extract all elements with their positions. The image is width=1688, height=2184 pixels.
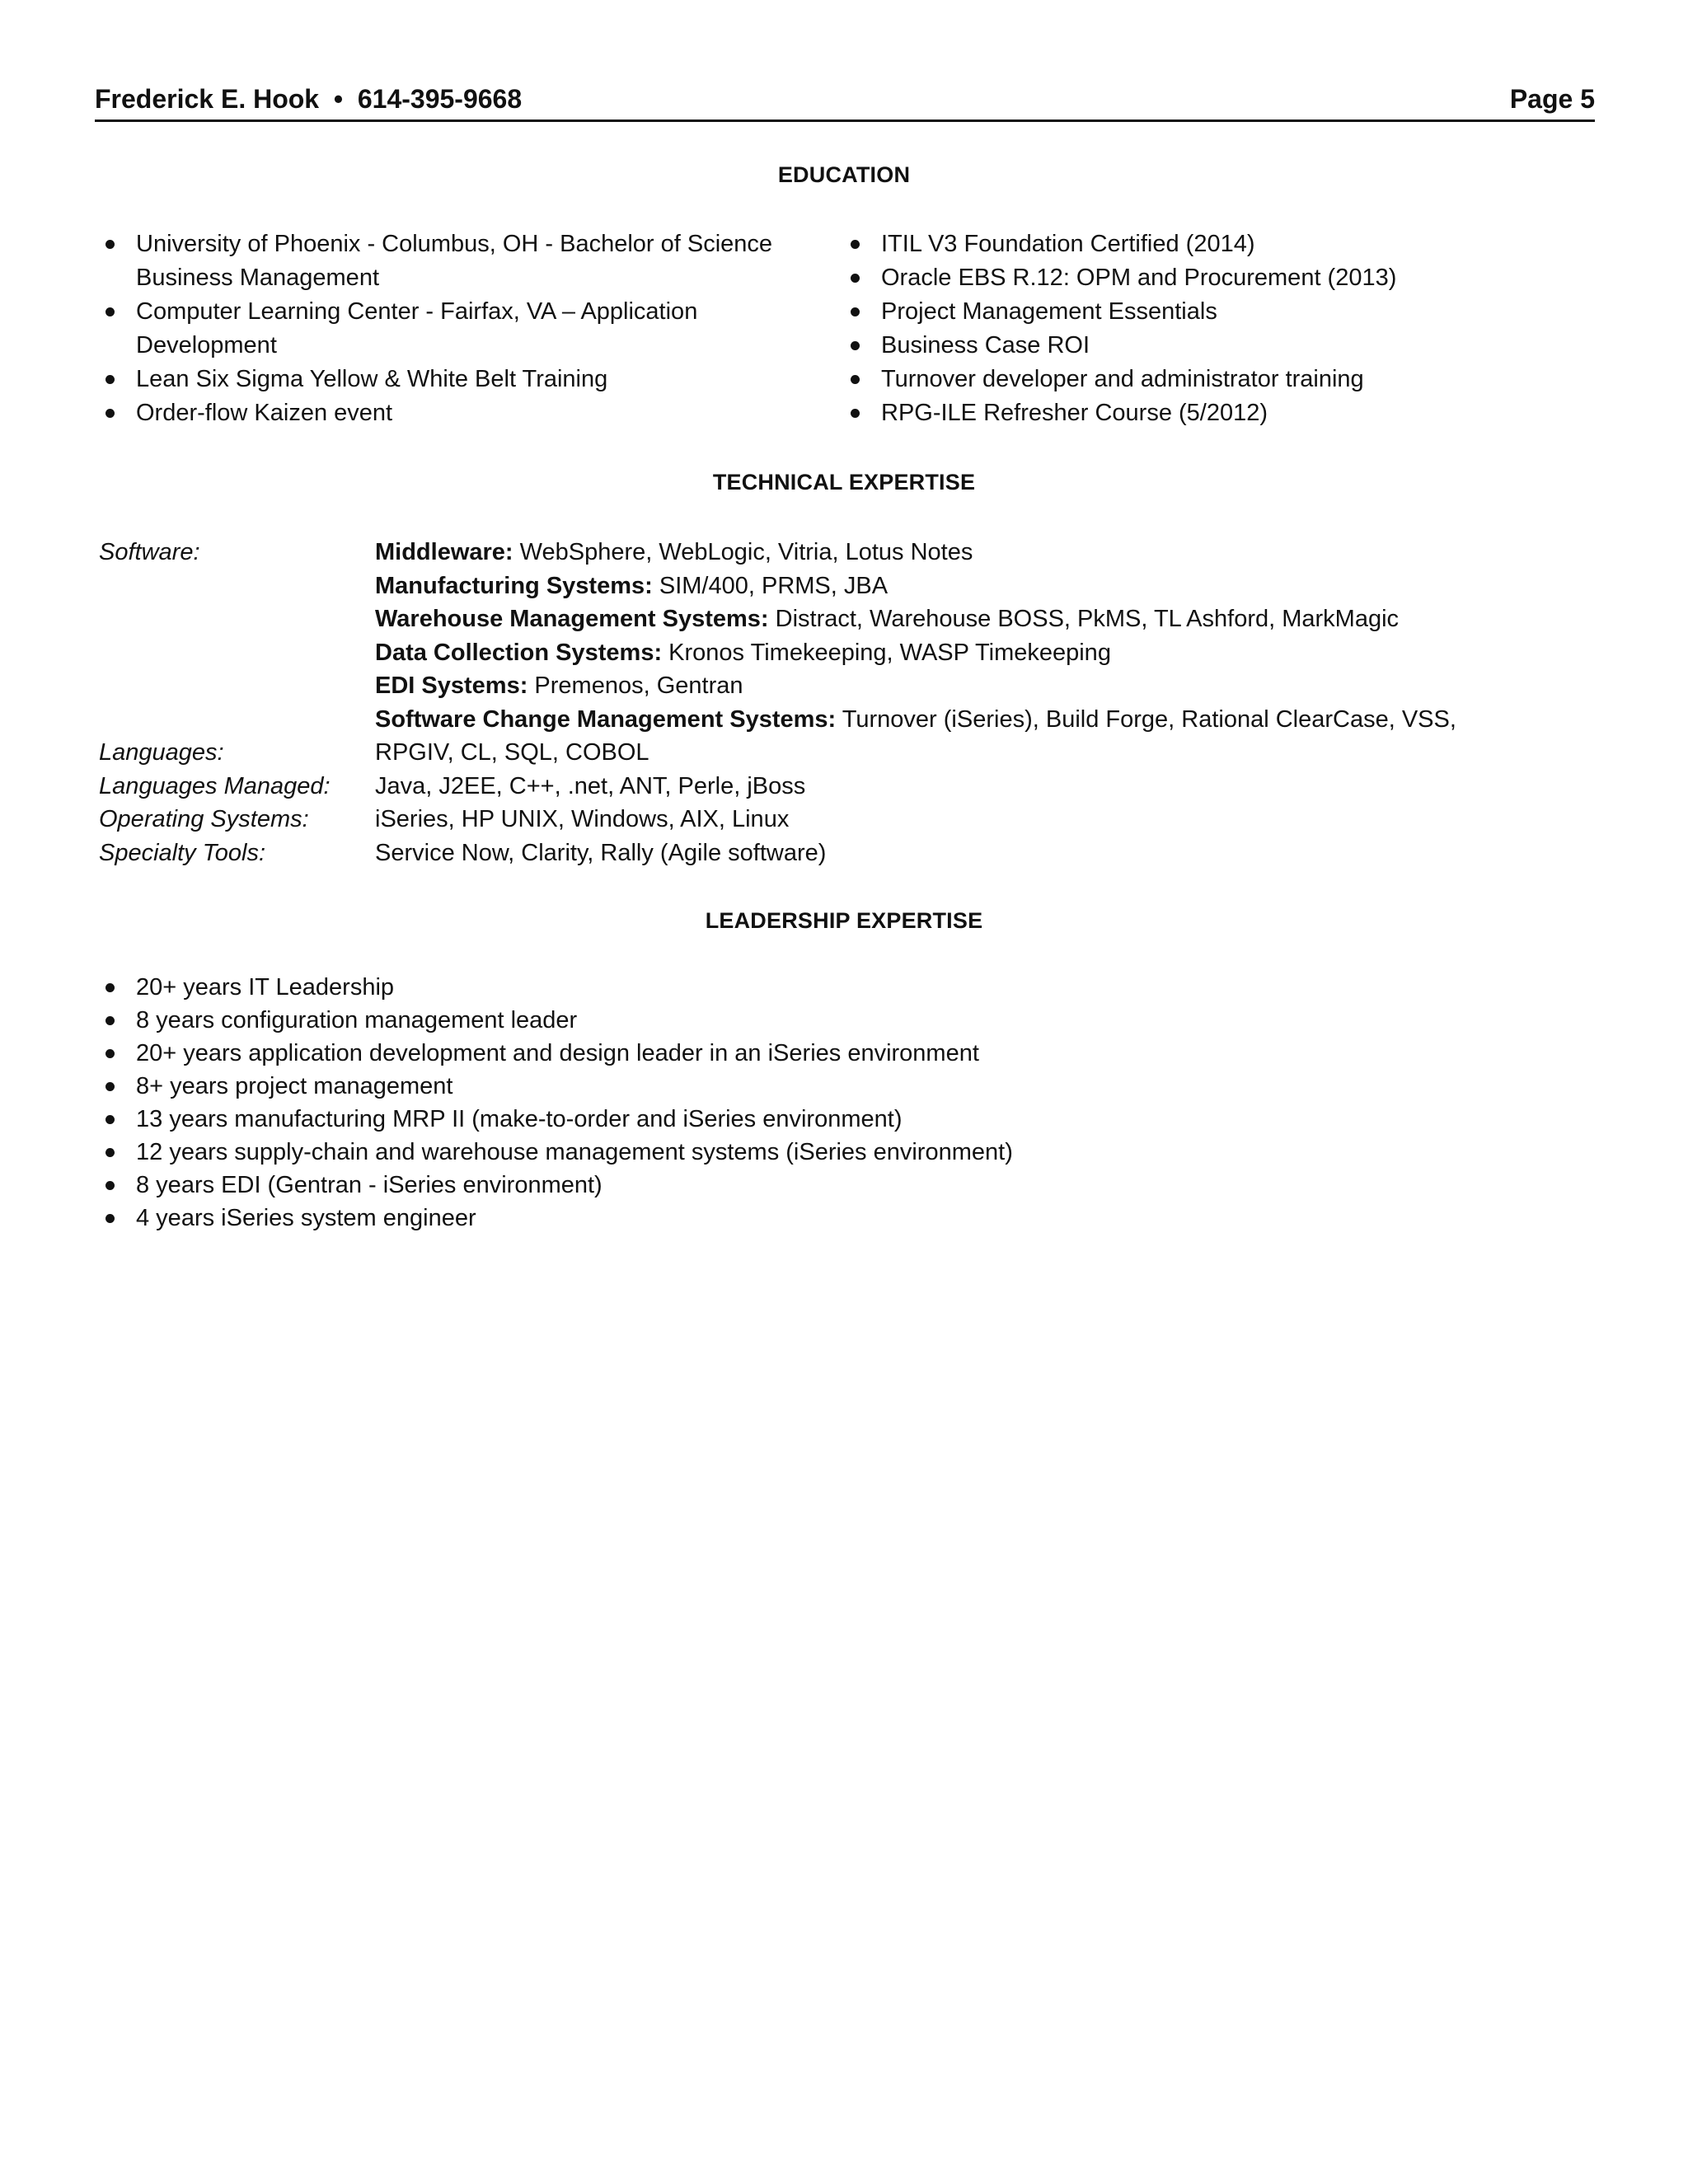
leadership-item: 8 years EDI (Gentran - iSeries environment): [99, 1169, 1500, 1202]
header-contact: [95, 84, 522, 115]
education-item: [99, 295, 824, 363]
education-item-text: Business Management: [136, 265, 379, 291]
software-value: Kronos Timekeeping, WASP Timekeeping: [668, 639, 1111, 666]
tech-value: Service Now, Clarity, Rally (Agile software): [375, 839, 827, 866]
software-line: [375, 669, 1582, 703]
tech-value: Java, J2EE, C++, .net, ANT, Perle, jBoss: [375, 772, 806, 799]
tech-label: Operating Systems:: [99, 806, 309, 832]
leadership-item: 12 years supply-chain and warehouse management systems (iSeries environment): [99, 1136, 1500, 1169]
certification-item: Project Management Essentials: [844, 295, 1569, 329]
tech-row-languages: [99, 736, 1582, 770]
tech-value: RPGIV, CL, SQL, COBOL: [375, 739, 649, 766]
tech-value: iSeries, HP UNIX, Windows, AIX, Linux: [375, 806, 790, 832]
leadership-item: 20+ years IT Leadership: [99, 971, 1500, 1004]
software-value: WebSphere, WebLogic, Vitria, Lotus Notes: [519, 539, 973, 565]
header-name: Frederick E. Hook: [95, 84, 320, 114]
tech-label: Specialty Tools:: [99, 839, 266, 866]
software-category: Software Change Management Systems:: [375, 705, 837, 733]
education-list-left: [99, 227, 824, 430]
leadership-item: 13 years manufacturing MRP II (make-to-order and iSeries environment): [99, 1103, 1500, 1136]
education-item-text: University of Phoenix - Columbus, OH - Bachelor of Science: [136, 231, 773, 257]
tech-row-operating-systems: [99, 803, 1582, 837]
education-item: Lean Six Sigma Yellow & White Belt Training: [99, 363, 824, 396]
software-line: [375, 703, 1582, 737]
education-list-right: [844, 227, 1569, 430]
leadership-item: 20+ years application development and design leader in an iSeries environment: [99, 1037, 1500, 1070]
leadership-item: 8 years configuration management leader: [99, 1004, 1500, 1037]
software-value: Turnover (iSeries), Build Forge, Rational ClearCase, VSS,: [842, 705, 1456, 733]
certification-item: Business Case ROI: [844, 329, 1569, 363]
software-category: Data Collection Systems:: [375, 639, 663, 666]
certification-item: ITIL V3 Foundation Certified (2014): [844, 227, 1569, 261]
technical-title: TECHNICAL EXPERTISE: [712, 470, 976, 494]
tech-label: Languages:: [99, 739, 224, 766]
software-value: SIM/400, PRMS, JBA: [659, 572, 889, 599]
software-line: [375, 569, 1582, 603]
tech-row-languages-managed: [99, 770, 1582, 804]
leadership-item: 8+ years project management: [99, 1070, 1500, 1103]
leadership-title: LEADERSHIP EXPERTISE: [705, 908, 983, 933]
leadership-item: 4 years iSeries system engineer: [99, 1202, 1500, 1235]
header-phone: 614-395-9668: [357, 84, 523, 114]
software-category: Warehouse Management Systems:: [375, 606, 769, 632]
certification-item: Turnover developer and administrator training: [844, 363, 1569, 396]
software-list: [375, 536, 1582, 736]
leadership-list: [99, 971, 1500, 1235]
certification-item: Oracle EBS R.12: OPM and Procurement (2013): [844, 261, 1569, 295]
tech-row-software: [99, 536, 1582, 736]
technical-table: [99, 536, 1582, 869]
software-category: EDI Systems:: [375, 673, 528, 699]
header-separator: •: [333, 84, 344, 114]
page-number: Page 5: [1509, 84, 1595, 114]
software-line: [375, 602, 1582, 636]
tech-row-specialty-tools: [99, 837, 1582, 870]
education-item: Order-flow Kaizen event: [99, 396, 824, 430]
education-title: EDUCATION: [777, 162, 911, 187]
software-category: Middleware:: [375, 539, 513, 565]
tech-label: Languages Managed:: [99, 772, 331, 799]
education-item: [99, 227, 824, 295]
software-value: Distract, Warehouse BOSS, PkMS, TL Ashford, MarkMagic: [775, 606, 1400, 632]
software-category: Manufacturing Systems:: [375, 572, 653, 599]
certification-item: RPG-ILE Refresher Course (5/2012): [844, 396, 1569, 430]
tech-label: Software:: [99, 539, 200, 565]
education-item-text: Development: [136, 332, 277, 359]
education-item-text: Computer Learning Center - Fairfax, VA – Application: [136, 298, 698, 325]
page-header: [95, 79, 1595, 122]
software-value: Premenos, Gentran: [534, 673, 743, 699]
software-line: [375, 536, 1582, 569]
software-line: [375, 636, 1582, 670]
